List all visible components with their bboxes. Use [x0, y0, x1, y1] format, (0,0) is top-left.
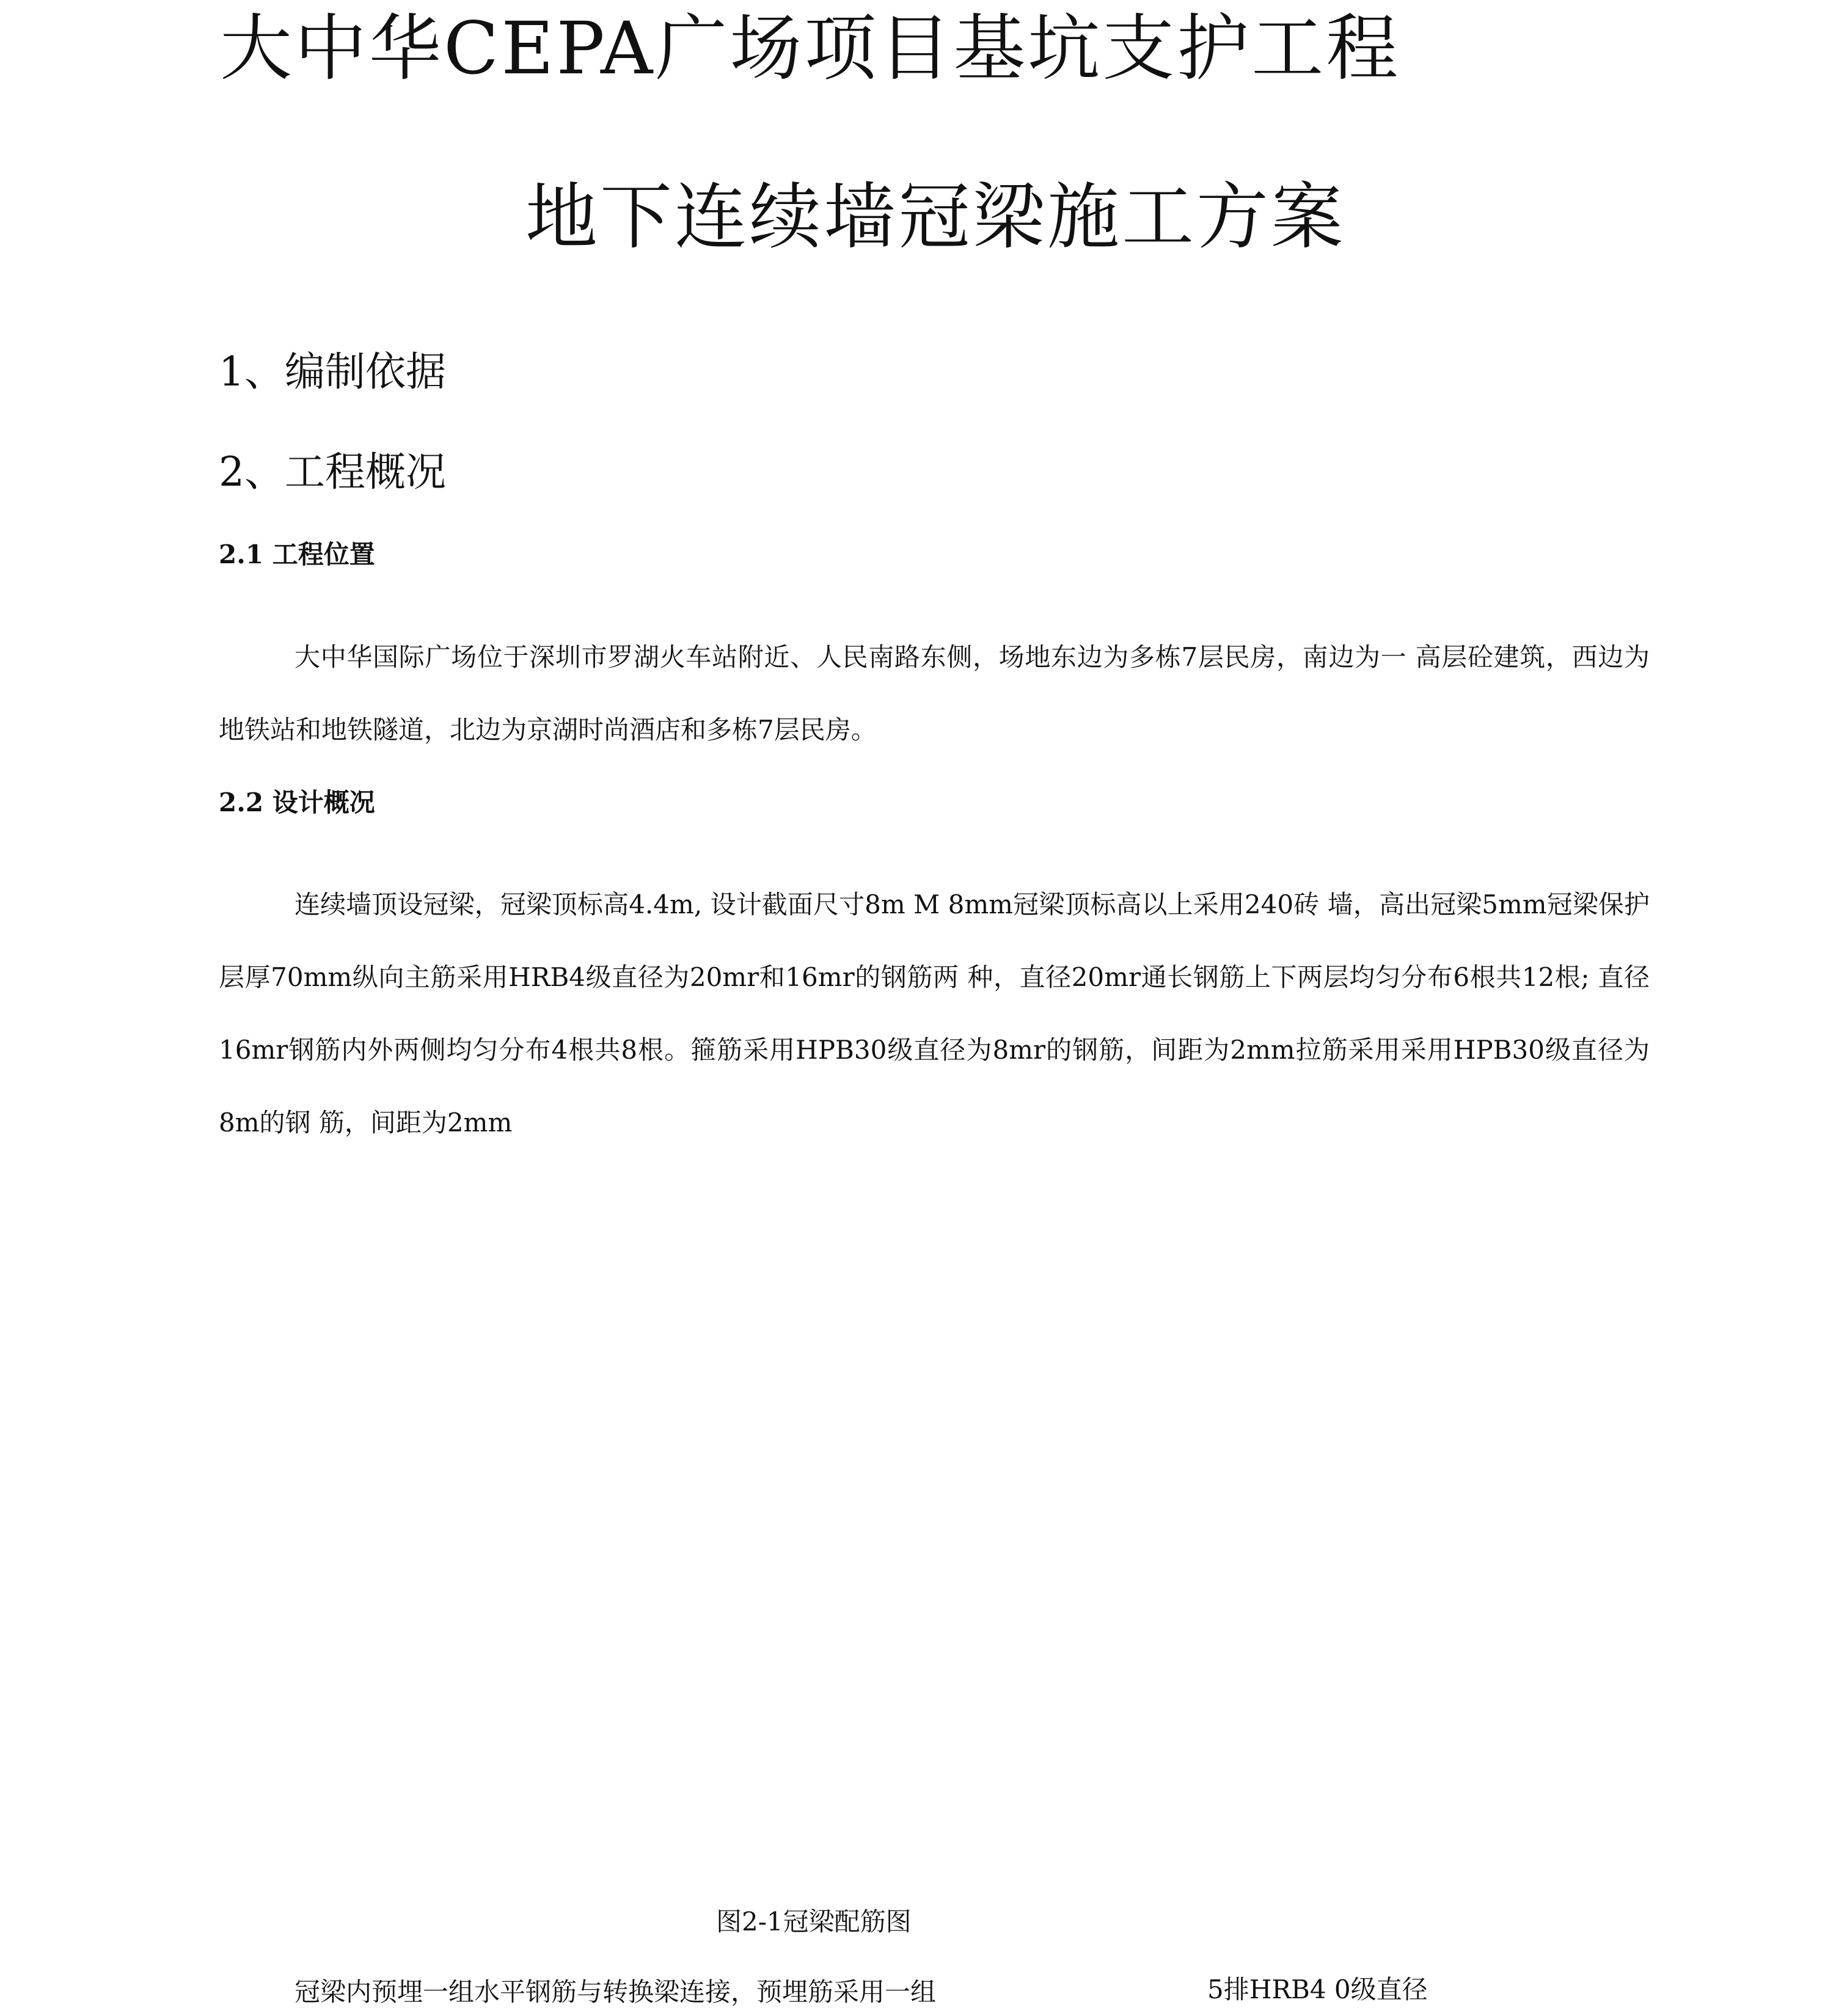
subsection-heading-2-1: 2.1 工程位置	[219, 539, 375, 569]
location-paragraph: 大中华国际广场位于深圳市罗湖火车站附近、人民南路东侧，场地东边为多栋7层民房，南边为一 高层砼建筑，西边为地铁站和地铁隧道，北边为京湖时尚酒店和多栋7层民房。	[219, 642, 1650, 745]
design-paragraph: 连续墙顶设冠梁，冠梁顶标高4.4m, 设计截面尺寸8m M 8mm冠梁顶标高以上采用240砖 墙，高出冠梁5mm冠梁保护层厚70mm纵向主筋采用HRB4级直径为20mr和16mr的钢筋两 种，直径20mr通长钢筋上下两层均匀分布6根共12根; 直径16mr钢筋内外两侧均匀分布4根共8根。箍筋采用HPB30级直径为8mr的钢筋，间距为2mm拉筋采用采用HPB30级直径为8m的钢 筋，间距为2mm	[219, 889, 1650, 1138]
figure-caption: 图2-1冠梁配筋图	[716, 1907, 912, 1937]
last-line-left-text: 冠梁内预埋一组水平钢筋与转换梁连接，预埋筋采用一组	[294, 1977, 937, 2007]
section-heading-1: 1、编制依据	[219, 348, 446, 395]
subsection-heading-2-2: 2.2 设计概况	[219, 787, 375, 817]
last-line-right-text: 5排HRB4 0级直径	[1207, 1974, 1428, 2004]
crown-beam-reinforcement-figure	[219, 1173, 1650, 1888]
document-title-line-1: 大中华CEPA广场项目基坑支护工程	[220, 6, 1401, 90]
section-heading-2: 2、工程概况	[219, 448, 446, 495]
document-title-line-2: 地下连续墙冠梁施工方案	[525, 175, 1346, 259]
